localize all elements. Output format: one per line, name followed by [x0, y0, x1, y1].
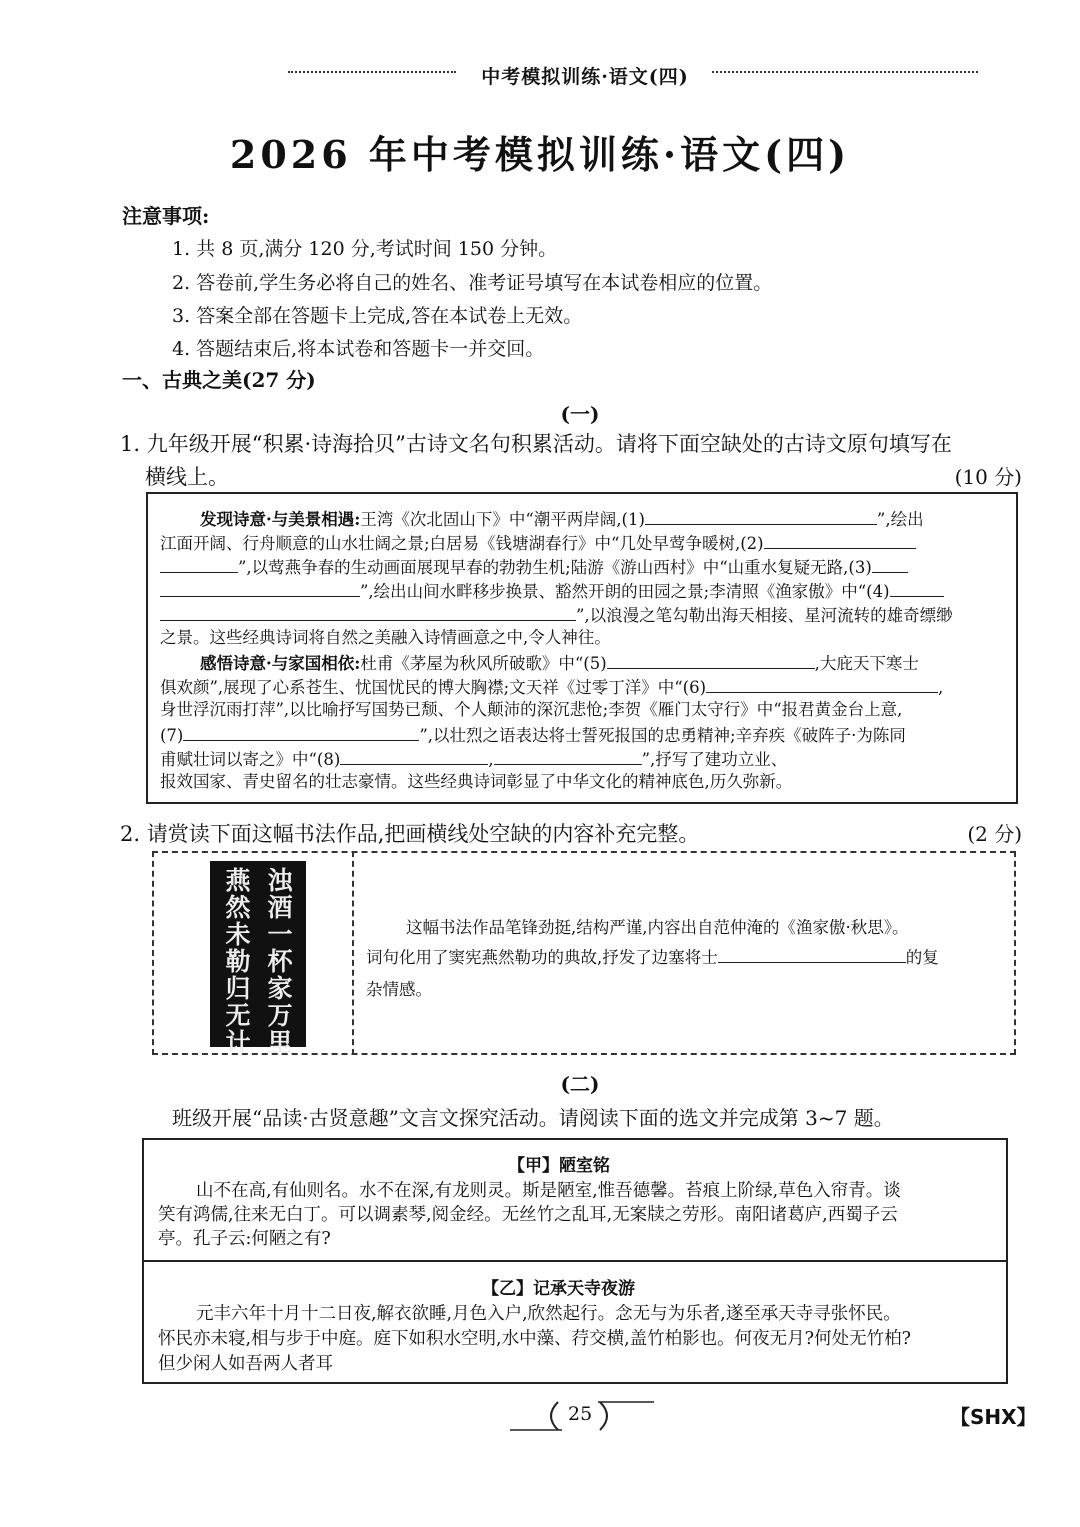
answer-blank-2-cont[interactable]: [160, 554, 238, 573]
header-dotted-line-right: [712, 71, 978, 73]
answer-blank-8[interactable]: [340, 746, 488, 765]
answer-blank-3-cont[interactable]: [160, 578, 360, 597]
text-jia-line: 亭。孔子云:何陋之有?: [158, 1229, 331, 1249]
q2-text: 词句化用了窦宪燕然勒功的典故,抒发了边塞将士 的复: [366, 944, 939, 968]
answer-blank-q2[interactable]: [718, 944, 906, 963]
answer-blank-5[interactable]: [607, 650, 815, 669]
fb-line: 之景。这些经典诗词将自然之美融入诗情画意之中,令人神往。: [160, 628, 611, 647]
text-yi-line: 怀民亦未寝,相与步于中庭。庭下如积水空明,水中藻、荇交横,盖竹柏影也。何夜无月?何处无竹柏?: [158, 1329, 911, 1349]
calligraphy-image: [210, 861, 306, 1057]
section-heading: 一、古典之美(27 分): [122, 368, 316, 392]
q2-text: 这幅书法作品笔锋劲挺,结构严谨,内容出自范仲淹的《渔家傲·秋思》。: [406, 918, 909, 937]
fb-line: ”,以莺燕争春的生动画面展现早春的勃勃生机;陆游《游山西村》中“山重水复疑无路,(3): [160, 554, 908, 580]
part-label-two: (二): [560, 1072, 600, 1096]
part2-intro: 班级开展“品读·古贤意趣”文言文探究活动。请阅读下面的选文并完成第 3~7 题。: [172, 1106, 894, 1130]
fb-line: 发现诗意·与美景相遇:王湾《次北固山下》中“潮平两岸阔,(1) ”,绘出: [200, 506, 924, 532]
calligraphy-column: 燕 然 未 勒 归 无 计: [225, 866, 251, 1057]
fb-subheading: 感悟诗意·与家国相依:: [200, 654, 361, 673]
classical-text-divider: [142, 1260, 1008, 1262]
notice-item: 2. 答卷前,学生务必将自己的姓名、准考证号填写在本试卷相应的位置。: [172, 272, 773, 294]
part-label-one: (一): [560, 402, 600, 426]
fb-line: (7) ”,以壮烈之语表达将士誓死报国的忠勇精神;辛弃疾《破阵子·为陈同: [160, 722, 906, 748]
fb-subheading: 发现诗意·与美景相遇:: [200, 510, 361, 529]
notice-item: 3. 答案全部在答题卡上完成,答在本试卷上无效。: [172, 305, 583, 327]
fb-line: 报效国家、青史留名的壮志豪情。这些经典诗词彰显了中华文化的精神底色,历久弥新。: [160, 772, 793, 791]
fb-line: 感悟诗意·与家国相依:杜甫《茅屋为秋风所破歌》中“(5) ,大庇天下寒士: [200, 650, 919, 676]
running-title: 中考模拟训练·语文(四): [481, 66, 689, 88]
answer-blank-6[interactable]: [706, 674, 938, 693]
page-title: 2026 年中考模拟训练·语文(四): [229, 132, 851, 177]
q2-stem: 2. 请赏读下面这幅书法作品,把画横线处空缺的内容补充完整。: [120, 822, 700, 846]
answer-blank-4[interactable]: [890, 578, 944, 597]
q1-stem-line1: 1. 九年级开展“积累·诗海拾贝”古诗文名句积累活动。请将下面空缺处的古诗文原句填写在: [120, 432, 952, 456]
region-code: 【SHX】: [950, 1405, 1037, 1429]
fb-line: 江面开阔、行舟顺意的山水壮阔之景;白居易《钱塘湖春行》中“几处早莺争暖树,(2): [160, 530, 916, 556]
answer-blank-2[interactable]: [764, 530, 916, 549]
notice-item: 1. 共 8 页,满分 120 分,考试时间 150 分钟。: [172, 238, 558, 260]
fb-line: ”,绘出山间水畔移步换景、豁然开朗的田园之景;李清照《渔家傲》中“(4): [160, 578, 944, 604]
q1-stem-line2: 横线上。: [145, 465, 229, 489]
fb-line: 俱欢颜”,展现了心系苍生、忧国忧民的博大胸襟;文天祥《过零丁洋》中“(6) ,: [160, 674, 943, 700]
text-yi-title: 【乙】记承天寺夜游: [482, 1279, 635, 1299]
fb-line: 甫赋壮词以寄之》中“(8) , ”,抒写了建功立业、: [160, 746, 787, 772]
blank-separator: ,: [488, 750, 494, 769]
notice-item: 4. 答题结束后,将本试卷和答题卡一并交回。: [172, 338, 545, 360]
page-number: 25: [568, 1403, 593, 1425]
fb-line: ”,以浪漫之笔勾勒出海天相接、星河流转的雄奇缥缈: [160, 602, 953, 628]
q1-score: (10 分): [954, 465, 1022, 489]
text-jia-title: 【甲】陋室铭: [508, 1156, 610, 1176]
text-yi-line: 元丰六年十月十二日夜,解衣欲睡,月色入户,欣然起行。念无与为乐者,遂至承天寺寻张怀民。: [196, 1304, 901, 1324]
q2-text: 杂情感。: [366, 980, 432, 999]
text-jia-line: 笑有鸿儒,往来无白丁。可以调素琴,阅金经。无丝竹之乱耳,无案牍之劳形。南阳诸葛庐,西蜀子云: [158, 1205, 898, 1225]
header-dotted-line-left: [288, 71, 456, 73]
fb-line: 身世浮沉雨打萍”,以比喻抒写国势已颓、个人颠沛的深沉悲怆;李贺《雁门太守行》中“报君黄金台上意,: [160, 700, 903, 719]
text-jia-line: 山不在高,有仙则名。水不在深,有龙则灵。斯是陋室,惟吾德馨。苔痕上阶绿,草色入帘青。谈: [196, 1181, 901, 1201]
answer-blank-3[interactable]: [872, 554, 908, 573]
answer-blank-8-cont[interactable]: [494, 746, 642, 765]
answer-blank-7[interactable]: [183, 722, 419, 741]
notice-heading: 注意事项:: [122, 204, 210, 228]
answer-blank-1[interactable]: [645, 506, 877, 525]
q2-score: (2 分): [967, 822, 1022, 846]
answer-blank-4-cont[interactable]: [160, 602, 576, 621]
text-yi-line: 但少闲人如吾两人者耳: [158, 1354, 333, 1374]
q2-box-divider: [352, 851, 354, 1055]
calligraphy-column: 浊 酒 一 杯 家 万 里: [267, 866, 293, 1057]
